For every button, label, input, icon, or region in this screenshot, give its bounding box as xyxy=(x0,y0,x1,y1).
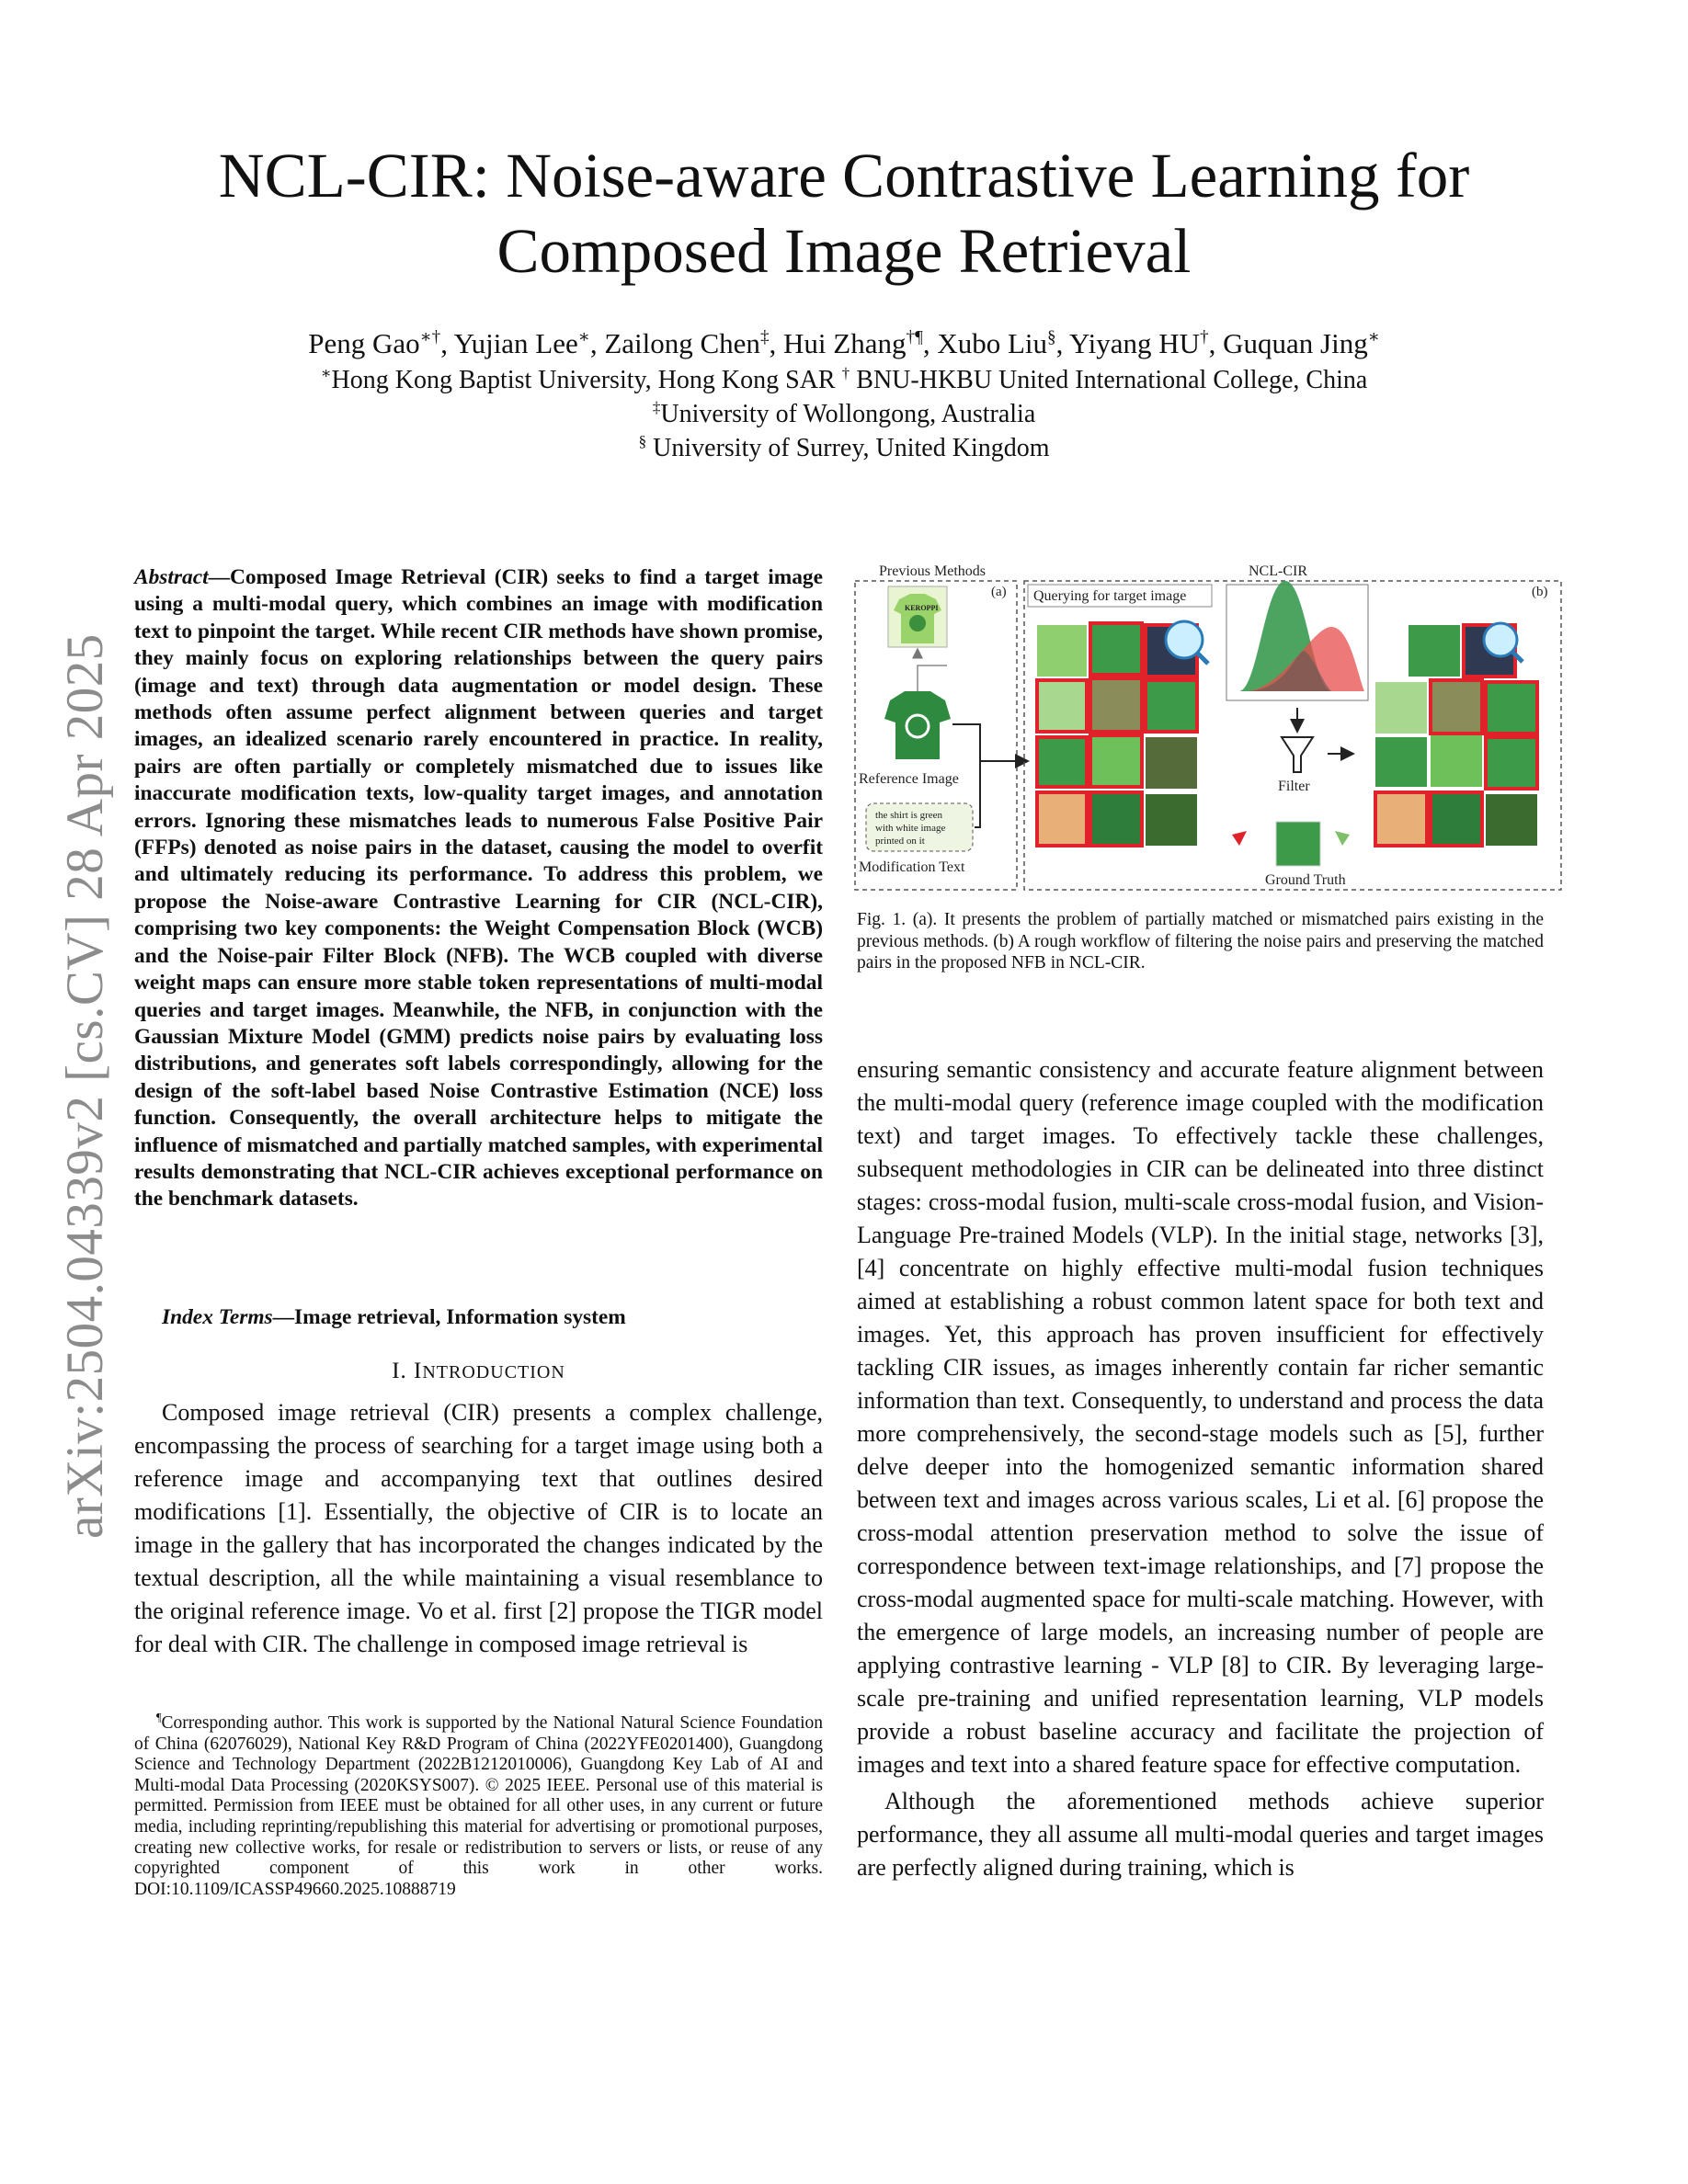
figure-caption: Fig. 1. (a). It presents the problem of partially matched or mismatched pairs existing in the previous methods. (b) A rough workflow of filtering the noise pairs and preserving the matched pairs in the proposed NFB in NCL-CIR. xyxy=(857,910,1544,973)
section-title-rest: NTRODUCTION xyxy=(422,1362,565,1382)
affiliation-mark: † xyxy=(841,364,850,382)
affiliation-line-1 xyxy=(138,364,1550,397)
paper-title xyxy=(138,138,1550,289)
index-terms-text: —Image retrieval, Information system xyxy=(272,1305,626,1329)
abstract xyxy=(134,564,823,1213)
figure-1 xyxy=(853,563,1563,893)
index-terms-label: Index Terms xyxy=(162,1305,273,1329)
mod-text-line-3: printed on it xyxy=(875,836,925,847)
paragraph: Composed image retrieval (CIR) presents a complex challenge, encompassing the process of searching for a target image using both a reference image and accompanying text that outlines desired modifications [1]. Essentially, the objective of CIR is to locate an image in the gallery that has incorporated the changes indicated by the textual description, all the while maintaining a visual resemblance to the original reference image. Vo et al. first [2] propose the TIGR model for deal with CIR. The challenge in composed image retrieval is xyxy=(134,1399,823,1657)
filter-funnel-icon xyxy=(1282,708,1313,772)
paragraph: ensuring semantic consistency and accurate feature alignment between the multi-modal query (reference image coupled with the modification text) and target images. To effectively tackle these challenges, subsequent methodologies in CIR can be delineated into three distinct stages: cross-modal fusion, multi-scale cross-modal fusion, and Vision-Language Pre-trained Models (VLP). In the initial stage, networks [3], [4] concentrate on highly effective multi-modal fusion techniques aimed at establishing a robust common latent space for both text and images. Yet, this approach has proven insufficient for effectively tackling CIR issues, as images inherently contain far richer semantic information than text. Consequently, to understand and process the data more comprehensively, the second-stage models such as [5], further delve deeper into the homogenized semantic information shared between text and images across various scales, Li et al. [6] propose the cross-modal attention preservation method to solve the issue of correspondence between text-image relationships, and [7] propose the cross-modal augmented space for multi-scale matching. However, with the emergence of large models, an increasing number of people are applying contrastive learning - VLP [8] to CIR. By leveraging large-scale pre-training and unified representation learning, VLP models provide a robust baseline accuracy and facilitate the projection of images and text into a shared feature space for effective computation. xyxy=(857,1056,1544,1778)
fig-label-querying: Querying for target image xyxy=(1033,588,1187,604)
gmm-distribution-chart xyxy=(1226,581,1368,700)
author-mark: †¶ xyxy=(906,327,923,347)
author-list: Peng Gao∗†, Yujian Lee∗, Zailong Chen‡, Hui Zhang†¶, Xubo Liu§, Yiyang HU†, Guquan Jing∗ xyxy=(308,327,1380,359)
mod-text-line-1: the shirt is green xyxy=(875,810,943,821)
affiliation-text: Hong Kong Baptist University, Hong Kong SAR xyxy=(331,366,842,394)
section-number: I. xyxy=(392,1359,415,1383)
affiliation-mark: ∗ xyxy=(320,364,332,382)
keroppi-print: KEROPPI xyxy=(905,604,939,612)
author-mark: ∗ xyxy=(577,327,590,347)
fig-label-b: (b) xyxy=(1532,585,1548,599)
author-mark: § xyxy=(1047,327,1056,347)
green-arrow-icon xyxy=(1335,831,1350,846)
footnote-text: Corresponding author. This work is supported by the National Natural Science Foundation of China (62076029), National Key R&D Program of China (2022YFE0201400), Guangdong Science and Technology Department (2022B1212010006), Guangdong Key Lab of AI and Multi-modal Data Processing (2020KSYS007). © 2025 IEEE. Personal use of this material is permitted. Permission from IEEE must be obtained for all other uses, in any current or future media, including reprinting/republishing this material for advertising or promotional purposes, creating new collective works, for resale or redistribution to servers or lists, or reuse of any copyrighted component of this work in other works. DOI:10.1109/ICASSP49660.2025.10888719 xyxy=(134,1713,823,1899)
paragraph: Although the aforementioned methods achieve superior performance, they all assume all multi-modal queries and target images are perfectly aligned during training, which is xyxy=(857,1788,1544,1881)
author: Hui Zhang xyxy=(783,327,907,359)
fig-label-modification-text: Modification Text xyxy=(859,859,965,875)
footnote xyxy=(134,1713,823,1900)
fig-label-reference-image: Reference Image xyxy=(859,771,959,787)
target-shirt-keroppi xyxy=(888,586,947,647)
author: Zailong Chen xyxy=(604,327,760,359)
author: Yujian Lee xyxy=(453,327,578,359)
fig-label-previous-methods: Previous Methods xyxy=(879,563,986,579)
fig-label-ncl-cir: NCL-CIR xyxy=(1249,563,1307,579)
title-line-1: NCL-CIR: Noise-aware Contrastive Learning for xyxy=(218,141,1470,210)
affiliation-mark: ‡ xyxy=(652,398,661,416)
affiliation-mark: § xyxy=(638,432,647,450)
fig-label-filter: Filter xyxy=(1278,779,1310,794)
author: Xubo Liu xyxy=(937,327,1047,359)
fig-label-a: (a) xyxy=(991,585,1007,599)
intro-right-column xyxy=(857,1053,1544,1884)
filtered-grid xyxy=(1375,625,1537,846)
intro-left-column xyxy=(134,1396,823,1661)
author: Guquan Jing xyxy=(1223,327,1368,359)
arrow-text-join xyxy=(975,761,980,827)
author-mark: † xyxy=(1200,327,1209,347)
index-terms xyxy=(134,1303,850,1331)
red-arrow-icon xyxy=(1232,831,1247,846)
fig-label-ground-truth: Ground Truth xyxy=(1265,872,1346,888)
affiliation-text: University of Wollongong, Australia xyxy=(660,400,1036,428)
affiliation-text: University of Surrey, United Kingdom xyxy=(646,434,1050,462)
affiliation-line-3 xyxy=(138,432,1550,465)
mod-text-line-2: with white image xyxy=(875,823,946,834)
footnote-mark: ¶ xyxy=(156,1711,162,1724)
section-title-initial: I xyxy=(414,1359,423,1383)
abstract-text: —Composed Image Retrieval (CIR) seeks to find a target image using a multi-modal query, which combines an image with modification text to pinpoint the target. While recent CIR methods have shown promise, they mainly focus on exploring relationships between the query pairs (image and text) through data augmentation or model design. These methods often assume perfect alignment between queries and target images, an idealized scenario rarely encountered in practice. In reality, pairs are often partially or completely mismatched due to issues like inaccurate modification texts, low-quality target images, and annotation errors. Ignoring these mismatches leads to numerous False Positive Pair (FFPs) denoted as noise pairs in the dataset, causing the model to overfit and ultimately reducing its performance. To address this problem, we propose the Noise-aware Contrastive Learning for CIR (NCL-CIR), comprising two key components: the Weight Compensation Block (WCB) and the Noise-pair Filter Block (NFB). The WCB coupled with diverse weight maps can ensure more stable token representations of multi-modal queries and target images. Meanwhile, the NFB, in conjunction with the Gaussian Mixture Model (GMM) predicts noise pairs by evaluating loss distributions, and generates soft labels correspondingly, allowing for the design of the soft-label based Noise Contrastive Estimation (NCE) loss function. Consequently, the overall architecture helps to mitigate the influence of mismatched and partially matched samples, with experimental results demonstrating that NCL-CIR achieves exceptional performance on the benchmark datasets. xyxy=(134,565,823,1211)
arxiv-side-label: arXiv:2504.04339v2 [cs.CV] 28 Apr 2025 xyxy=(56,633,114,1539)
author: Peng Gao xyxy=(308,327,420,359)
abstract-label: Abstract xyxy=(134,565,209,589)
section-heading-introduction xyxy=(134,1359,823,1384)
gallery-grid xyxy=(1037,623,1197,846)
author-mark: ∗† xyxy=(419,327,441,347)
author: Yiyang HU xyxy=(1068,327,1201,359)
arrow-reference-up xyxy=(918,665,947,693)
ground-truth-shirt xyxy=(1276,822,1320,866)
reference-shirt xyxy=(884,691,951,759)
affiliation-text: BNU-HKBU United International College, China xyxy=(850,366,1368,394)
affiliation-line-2 xyxy=(138,398,1550,431)
author-mark: ∗ xyxy=(1367,327,1380,347)
title-line-2: Composed Image Retrieval xyxy=(496,216,1192,286)
author-mark: ‡ xyxy=(759,327,770,347)
figure-1-diagram xyxy=(853,563,1563,893)
